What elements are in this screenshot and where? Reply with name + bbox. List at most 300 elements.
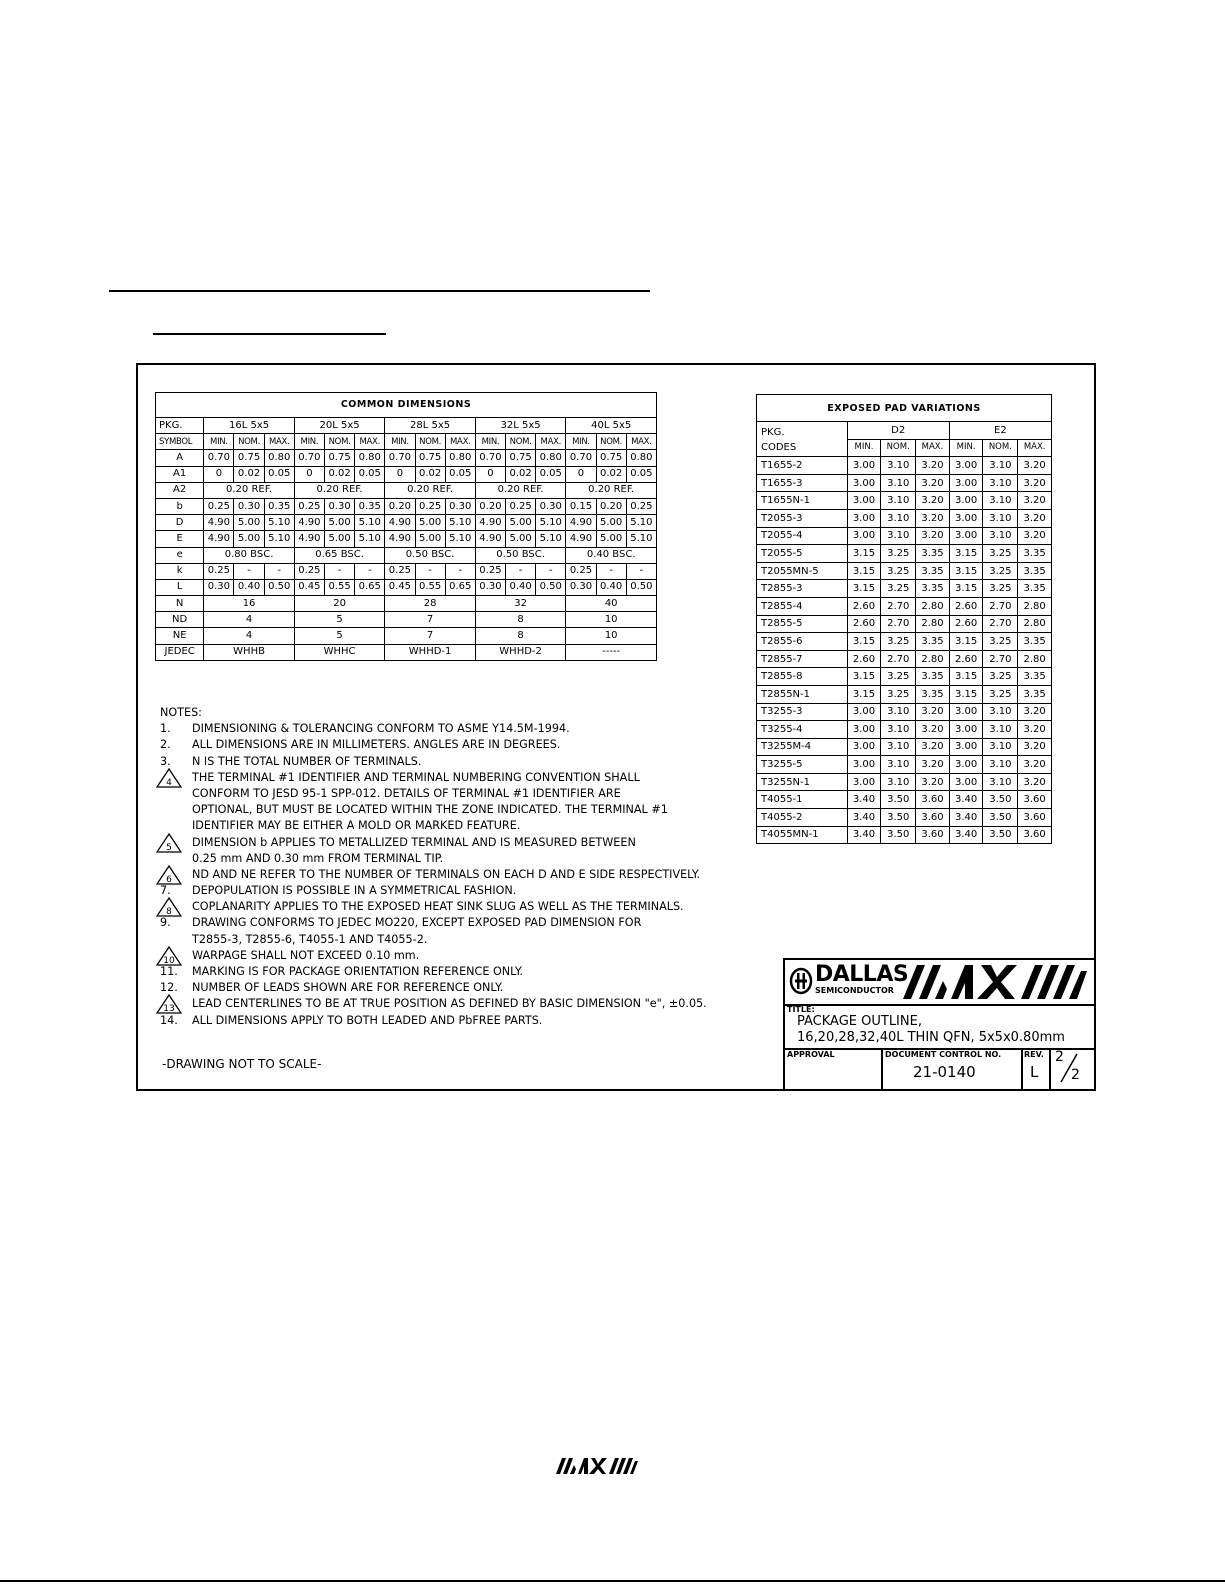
table-cell: 0.40 [506, 579, 536, 595]
symbol-cell: NE [156, 628, 204, 644]
table-cell: 3.00 [847, 527, 881, 545]
table-cell: 3.50 [983, 826, 1018, 844]
pkg-code-cell: T4055-2 [757, 809, 848, 827]
symbol-cell: ND [156, 612, 204, 628]
table-cell: 3.10 [881, 773, 916, 791]
table-cell: 0.25 [294, 563, 324, 579]
notes-list [160, 721, 707, 1029]
table-cell: - [264, 563, 294, 579]
table-row [757, 721, 1052, 739]
pkg-code-cell: T3255-4 [757, 721, 848, 739]
note-number: 5 [166, 842, 172, 853]
table-row [156, 628, 657, 644]
table-row [757, 562, 1052, 580]
table-cell: 0.75 [596, 450, 626, 466]
table-cell: 0.20 REF. [566, 482, 657, 498]
table-cell: 0.40 [596, 579, 626, 595]
table-row [757, 492, 1052, 510]
note-number: 7. [160, 884, 171, 898]
note-text: ALL DIMENSIONS APPLY TO BOTH LEADED AND PbFREE PARTS. [192, 1013, 543, 1027]
table-cell: 3.15 [847, 685, 881, 703]
table-cell: 3.15 [847, 562, 881, 580]
table-cell: 0.25 [294, 498, 324, 514]
note-number: 11. [160, 965, 178, 978]
table-cell: 0.75 [506, 450, 536, 466]
table-cell: 3.00 [949, 773, 983, 791]
table-cell: 3.35 [916, 685, 950, 703]
table-cell: 0.65 [445, 579, 475, 595]
table-cell: 0.55 [415, 579, 445, 595]
table-cell: 5.00 [234, 515, 264, 531]
package-header: 16L 5x5 [204, 418, 295, 434]
table-cell: 0.02 [234, 466, 264, 482]
table-row [156, 612, 657, 628]
table-cell: 0.80 [536, 450, 566, 466]
table-cell: 3.35 [916, 668, 950, 686]
table-cell: 0.25 [475, 563, 505, 579]
package-header: 32L 5x5 [475, 418, 566, 434]
table-cell: 2.70 [983, 650, 1018, 668]
pkg-code-cell: T2055-5 [757, 545, 848, 563]
table-cell: 3.10 [983, 703, 1018, 721]
table-cell: 0.25 [506, 498, 536, 514]
note-line [160, 835, 636, 853]
table-row [757, 474, 1052, 492]
table-cell: 4.90 [204, 531, 234, 547]
table-cell: 3.15 [847, 633, 881, 651]
table-cell: 3.60 [916, 809, 950, 827]
table-cell: 0.20 [385, 498, 415, 514]
table-cell: 0.50 BSC. [475, 547, 566, 563]
table-cell: 0.50 [626, 579, 656, 595]
table-cell: 4.90 [475, 515, 505, 531]
subheader: NOM. [506, 434, 536, 450]
table-cell: 0.20 REF. [475, 482, 566, 498]
table-cell: 0.30 [536, 498, 566, 514]
table-cell: 3.35 [916, 633, 950, 651]
table-cell: 3.10 [983, 738, 1018, 756]
approval-row [785, 1048, 1094, 1089]
table-cell: 0 [294, 466, 324, 482]
table-cell: 5.10 [626, 515, 656, 531]
note-text: 0.25 mm AND 0.30 mm FROM TERMINAL TIP. [192, 851, 444, 865]
note-number: 1. [160, 722, 171, 736]
note-line [160, 996, 707, 1015]
pkg-code-cell: T1655N-1 [757, 492, 848, 510]
table-cell: 0.02 [324, 466, 354, 482]
table-title-row [156, 393, 657, 418]
table-cell: 3.60 [1018, 791, 1052, 809]
table-cell: 0.65 [355, 579, 385, 595]
table-cell: 0.30 [566, 579, 596, 595]
table-cell: 2.80 [916, 597, 950, 615]
table-cell: 2.80 [1018, 650, 1052, 668]
table-cell: 3.00 [949, 492, 983, 510]
table-cell: 7 [385, 612, 476, 628]
note-number: 8 [166, 907, 172, 918]
table-cell: 3.20 [916, 773, 950, 791]
triangle-note-icon [156, 994, 182, 1014]
table-cell: 2.70 [881, 650, 916, 668]
pkg-code-cell: T2855-3 [757, 580, 848, 598]
table-cell: 4.90 [475, 531, 505, 547]
note-line [160, 899, 684, 918]
table-cell: 3.40 [949, 826, 983, 844]
table-cell: 3.15 [949, 668, 983, 686]
table-cell: 0.80 [264, 450, 294, 466]
table-cell: - [415, 563, 445, 579]
sheet-total: 2 [1071, 1067, 1080, 1083]
table-cell: 3.50 [983, 809, 1018, 827]
pkg-code-cell: T2055MN-5 [757, 562, 848, 580]
table-cell: 4.90 [385, 515, 415, 531]
table-row [757, 545, 1052, 563]
table-cell: 3.00 [847, 474, 881, 492]
note-number: 3. [160, 754, 171, 768]
table-cell: 0.30 [204, 579, 234, 595]
subheader: NOM. [596, 434, 626, 450]
table-cell: 3.00 [949, 457, 983, 475]
table-title-row [757, 395, 1052, 422]
table-cell: 3.00 [847, 738, 881, 756]
table-cell: 0.70 [204, 450, 234, 466]
note-text: COPLANARITY APPLIES TO THE EXPOSED HEAT SINK SLUG AS WELL AS THE TERMINALS. [192, 900, 684, 914]
table-cell: 3.10 [983, 474, 1018, 492]
table-cell: 3.00 [949, 738, 983, 756]
table-cell: 3.20 [916, 527, 950, 545]
note-line [160, 964, 523, 980]
header-rule-short [153, 333, 386, 335]
table-cell: 3.00 [949, 756, 983, 774]
table-cell: 3.35 [916, 580, 950, 598]
note-text: DRAWING CONFORMS TO JEDEC MO220, EXCEPT EXPOSED PAD DIMENSION FOR [192, 916, 642, 930]
table-cell: 3.25 [983, 668, 1018, 686]
table-cell: 0.02 [506, 466, 536, 482]
subheader: MAX. [355, 434, 385, 450]
table-row [156, 531, 657, 547]
pkg-code-cell: T3255M-4 [757, 738, 848, 756]
table-cell: 5.10 [264, 531, 294, 547]
table-cell: 16 [204, 596, 295, 612]
table-cell: 0.70 [385, 450, 415, 466]
table-cell: 0.20 [596, 498, 626, 514]
table-cell: 8 [475, 628, 566, 644]
table-cell: 3.00 [847, 457, 881, 475]
table-cell: 0.05 [445, 466, 475, 482]
table-cell: 3.00 [847, 773, 881, 791]
pkg-code-cell: T3255N-1 [757, 773, 848, 791]
group-header: D2 [847, 422, 949, 440]
table-row [156, 482, 657, 498]
note-line [160, 1013, 543, 1029]
table-cell: 10 [566, 612, 657, 628]
note-text: N IS THE TOTAL NUMBER OF TERMINALS. [192, 754, 422, 768]
pkg-code-cell: T2855-7 [757, 650, 848, 668]
table-cell: 2.60 [949, 615, 983, 633]
table-cell: 3.20 [916, 738, 950, 756]
group-header: E2 [949, 422, 1051, 440]
table-row [757, 527, 1052, 545]
table-cell: 0.45 [385, 579, 415, 595]
table-cell: - [445, 563, 475, 579]
table-cell: 3.50 [881, 826, 916, 844]
table-cell: 3.10 [881, 492, 916, 510]
notes-section [160, 705, 707, 1029]
table-cell: 5.10 [264, 515, 294, 531]
table-cell: 5.10 [445, 515, 475, 531]
table-cell: 3.15 [847, 580, 881, 598]
package-header: 20L 5x5 [294, 418, 385, 434]
rev-value: L [1030, 1063, 1039, 1081]
table-cell: 0.70 [294, 450, 324, 466]
note-line [160, 786, 621, 802]
table-cell: 3.10 [983, 457, 1018, 475]
table-cell: 4.90 [294, 531, 324, 547]
table-cell: 5.10 [445, 531, 475, 547]
divider [881, 1048, 883, 1089]
subheader: NOM. [234, 434, 264, 450]
table-row [757, 615, 1052, 633]
pkg-code-cell: T1655-3 [757, 474, 848, 492]
table-cell: 3.40 [949, 809, 983, 827]
table-cell: 3.25 [983, 633, 1018, 651]
triangle-note-icon [156, 833, 182, 853]
subheader-row [156, 434, 657, 450]
table-cell: 4.90 [204, 515, 234, 531]
table-cell: 8 [475, 612, 566, 628]
common-dimensions-table [155, 392, 657, 661]
table-cell: 3.20 [1018, 509, 1052, 527]
table-cell: 3.20 [916, 474, 950, 492]
note-number: 9. [160, 916, 171, 930]
table-cell: 3.20 [916, 509, 950, 527]
table-cell: 3.10 [881, 703, 916, 721]
table-row [156, 450, 657, 466]
note-text: ALL DIMENSIONS ARE IN MILLIMETERS. ANGLES ARE IN DEGREES. [192, 738, 561, 752]
table-cell: WHHB [204, 644, 295, 660]
table-cell: 3.35 [916, 562, 950, 580]
table-cell: 3.20 [1018, 492, 1052, 510]
table-title: COMMON DIMENSIONS [156, 393, 657, 418]
table-cell: 0.75 [324, 450, 354, 466]
table-cell: 3.35 [1018, 562, 1052, 580]
title-label: TITLE: [787, 1005, 815, 1014]
table-cell: 0.80 [355, 450, 385, 466]
table-cell: 0 [475, 466, 505, 482]
note-line [160, 802, 668, 818]
title-block [783, 958, 1094, 1089]
table-cell: 0.40 BSC. [566, 547, 657, 563]
note-text: DEPOPULATION IS POSSIBLE IN A SYMMETRICAL FASHION. [192, 884, 517, 898]
table-cell: 3.35 [1018, 633, 1052, 651]
header-rule-long [109, 290, 650, 292]
table-row [757, 773, 1052, 791]
doc-control-label: DOCUMENT CONTROL NO. [885, 1050, 1002, 1059]
table-cell: 3.15 [949, 580, 983, 598]
table-cell: 0 [204, 466, 234, 482]
table-row [757, 809, 1052, 827]
table-cell: 3.00 [847, 703, 881, 721]
table-cell: 3.20 [1018, 756, 1052, 774]
table-cell: - [234, 563, 264, 579]
table-cell: 10 [566, 628, 657, 644]
subheader: NOM. [415, 434, 445, 450]
table-cell: 5.00 [415, 531, 445, 547]
table-cell: 0 [385, 466, 415, 482]
table-cell: 3.20 [1018, 703, 1052, 721]
table-cell: 0.20 REF. [385, 482, 476, 498]
table-cell: 3.10 [983, 492, 1018, 510]
table-cell: 3.10 [983, 756, 1018, 774]
table-cell: 2.80 [916, 615, 950, 633]
table-cell: 3.20 [1018, 738, 1052, 756]
package-header-row [156, 418, 657, 434]
triangle-note-icon [156, 946, 182, 966]
table-row [757, 703, 1052, 721]
table-cell: 3.00 [949, 474, 983, 492]
note-line [160, 770, 640, 788]
table-cell: 0.15 [566, 498, 596, 514]
table-cell: 3.00 [847, 721, 881, 739]
title-line-1: PACKAGE OUTLINE, [797, 1014, 922, 1029]
subheader: MIN. [204, 434, 234, 450]
table-cell: 0.20 REF. [204, 482, 295, 498]
note-text: WARPAGE SHALL NOT EXCEED 0.10 mm. [192, 948, 420, 962]
table-cell: 2.80 [1018, 597, 1052, 615]
table-cell: 3.25 [881, 562, 916, 580]
table-cell: 0.65 BSC. [294, 547, 385, 563]
note-text: DIMENSION b APPLIES TO METALLIZED TERMINAL AND IS MEASURED BETWEEN [192, 835, 636, 849]
symbol-cell: JEDEC [156, 644, 204, 660]
table-cell: 7 [385, 628, 476, 644]
table-cell: 3.25 [881, 685, 916, 703]
approval-label: APPROVAL [787, 1050, 835, 1059]
table-cell: 3.15 [949, 633, 983, 651]
note-text: CONFORM TO JESD 95-1 SPP-012. DETAILS OF TERMINAL #1 IDENTIFIER ARE [192, 786, 621, 800]
table-cell: 3.20 [916, 721, 950, 739]
table-cell: 3.15 [847, 668, 881, 686]
pkg-code-cell: T4055MN-1 [757, 826, 848, 844]
table-cell: 3.60 [1018, 826, 1052, 844]
table-cell: 3.20 [916, 492, 950, 510]
subheader: MAX. [536, 434, 566, 450]
table-cell: 3.10 [881, 474, 916, 492]
dallas-wordmark: DALLAS [815, 962, 909, 987]
table-cell: 3.35 [916, 545, 950, 563]
table-row [156, 596, 657, 612]
table-cell: WHHC [294, 644, 385, 660]
table-cell: 3.10 [983, 773, 1018, 791]
table-cell: 5 [294, 628, 385, 644]
table-cell: 5.00 [506, 515, 536, 531]
triangle-note-icon [156, 768, 182, 788]
symbol-cell: L [156, 579, 204, 595]
note-line [160, 867, 701, 885]
table-cell: 3.40 [847, 809, 881, 827]
table-cell: 3.00 [847, 492, 881, 510]
note-line [160, 948, 420, 966]
note-text: T2855-3, T2855-6, T4055-1 AND T4055-2. [192, 932, 428, 946]
table-cell: WHHD-2 [475, 644, 566, 660]
drawing-not-to-scale: -DRAWING NOT TO SCALE- [162, 1057, 322, 1071]
table-cell: 4.90 [566, 531, 596, 547]
subheader: MIN. [949, 439, 983, 457]
table-cell: 3.50 [983, 791, 1018, 809]
table-cell: 2.60 [847, 650, 881, 668]
subheader: MAX. [626, 434, 656, 450]
pkg-code-cell: T2855-4 [757, 597, 848, 615]
subheader: MIN. [847, 439, 881, 457]
table-cell: 3.10 [881, 738, 916, 756]
table-cell: 3.35 [1018, 668, 1052, 686]
note-number: 12. [160, 981, 178, 995]
table-row [757, 580, 1052, 598]
note-text: LEAD CENTERLINES TO BE AT TRUE POSITION AS DEFINED BY BASIC DIMENSION "e", ±0.05. [192, 997, 707, 1011]
table-cell: - [355, 563, 385, 579]
pkg-code-cell: T3255-3 [757, 703, 848, 721]
table-cell: 5.00 [415, 515, 445, 531]
table-cell: 3.60 [916, 791, 950, 809]
table-cell: 0.20 [475, 498, 505, 514]
table-cell: 3.35 [1018, 545, 1052, 563]
sheet-number: 2 [1055, 1049, 1064, 1065]
table-row [156, 579, 657, 595]
table-cell: 3.40 [847, 826, 881, 844]
table-cell: 5.00 [596, 531, 626, 547]
notes-heading: NOTES: [160, 706, 202, 719]
table-row [757, 826, 1052, 844]
divider [1049, 1048, 1051, 1089]
table-row [156, 466, 657, 482]
table-cell: 0.25 [415, 498, 445, 514]
table-cell: 0.05 [355, 466, 385, 482]
table-cell: 5.10 [536, 515, 566, 531]
pkg-code-cell: T4055-1 [757, 791, 848, 809]
divider [1021, 1048, 1023, 1089]
pkg-code-cell: T2855-6 [757, 633, 848, 651]
table-cell: - [506, 563, 536, 579]
table-cell: 3.25 [983, 545, 1018, 563]
table-cell: 3.00 [949, 703, 983, 721]
table-cell: 3.35 [1018, 685, 1052, 703]
table-cell: 0.25 [566, 563, 596, 579]
table-cell: WHHD-1 [385, 644, 476, 660]
package-header: 28L 5x5 [385, 418, 476, 434]
table-cell: 0.25 [385, 563, 415, 579]
table-cell: 2.60 [847, 615, 881, 633]
table-cell: - [536, 563, 566, 579]
note-number: 10 [163, 955, 175, 966]
table-cell: 4.90 [294, 515, 324, 531]
subheader: NOM. [983, 439, 1018, 457]
table-cell: 3.10 [881, 509, 916, 527]
table-cell: 3.10 [983, 721, 1018, 739]
table-cell: ----- [566, 644, 657, 660]
table-cell: 0.50 BSC. [385, 547, 476, 563]
table-cell: 0.70 [475, 450, 505, 466]
note-line [160, 737, 561, 753]
table-cell: 0.70 [566, 450, 596, 466]
table-row [757, 597, 1052, 615]
table-cell: 3.00 [949, 509, 983, 527]
table-cell: 0.05 [626, 466, 656, 482]
pkg-label: PKG. [156, 418, 204, 434]
table-cell: 3.20 [916, 703, 950, 721]
table-cell: 3.20 [1018, 721, 1052, 739]
triangle-note-icon [156, 865, 182, 885]
subheader: MAX. [445, 434, 475, 450]
table-cell: 3.25 [881, 668, 916, 686]
